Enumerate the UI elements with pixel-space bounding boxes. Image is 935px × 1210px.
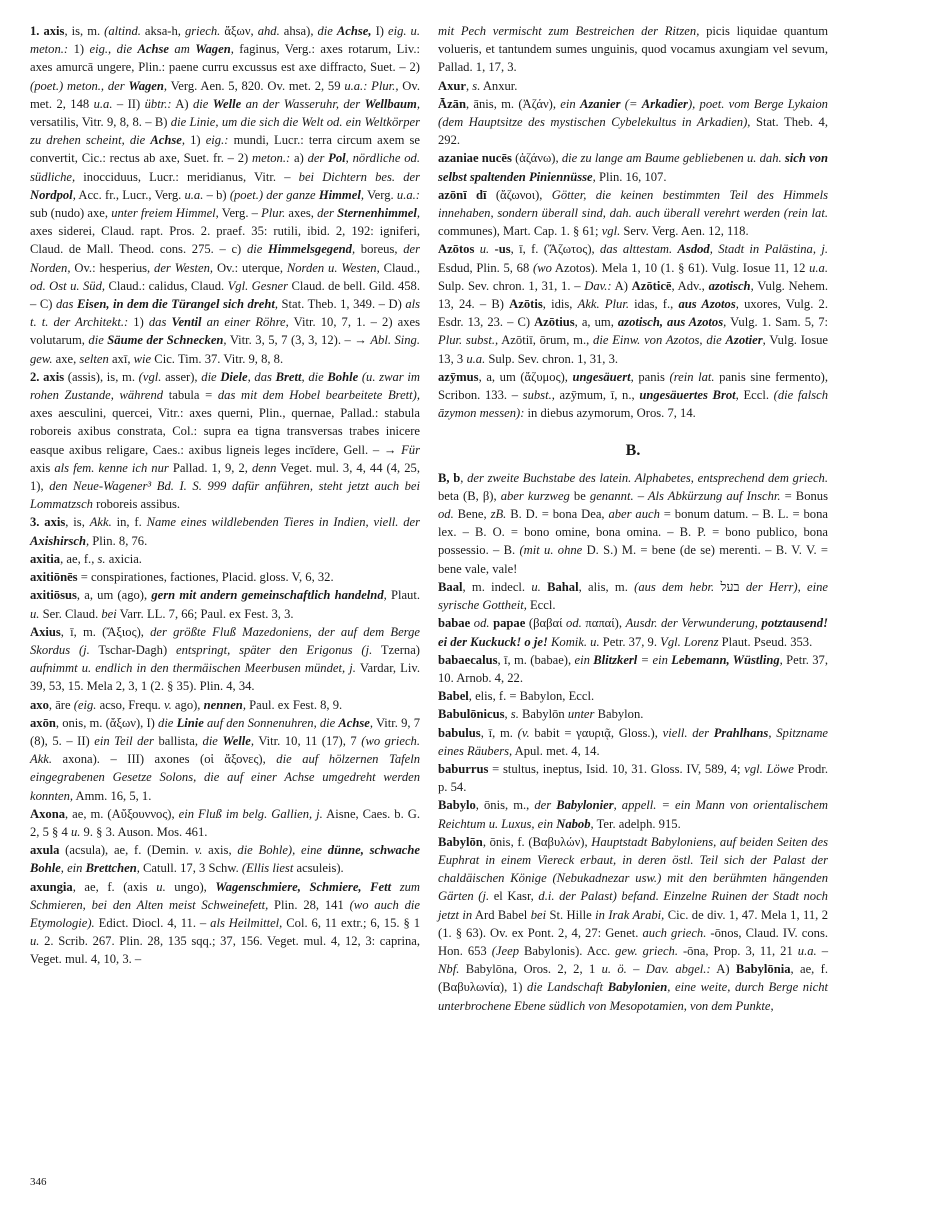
dictionary-entry: Azōtos u. -us, ī, f. (Ἄζωτος), das alttestam. Asdod, Stadt in Palästina, j. Esdud, Plin. 5, 68 (wo Azotos). Mela 1, 10 (1. § 61). Vulg. Iosue 11, 12 u.a. Sulp. Sev. chron. 1, 31, 1. – Dav.: A) Azōticē, Adv., azotisch, Vulg. Nehem. 13, 24. – B) Azōtis, idis, Akk. Plur. idas, f., aus Azotos, uxores, Vulg. 2. Esdr. 13, 23. – C) Azōtius, a, um, azotisch, aus Azotos, Vulg. 1. Sam. 5, 7: Plur. subst., Azōtiī, ōrum, m., die Einw. von Azotos, die Azotier, Vulg. Iosue 13, 3 u.a. Sulp. Sev. chron. 1, 31, 3. — [438, 242, 829, 366]
dictionary-page — [30, 22, 905, 1172]
right-column — [438, 22, 828, 1015]
dictionary-entry: azōnī dī (ἄζωνοι), Götter, die keinen bestimmten Teil des Himmels innehaben, sondern überall sind, dah. auch überall verehrt werden (rein lat. communes), Mart. Cap. 1. § 61; vgl. Serv. Verg. Aen. 12, 118. — [438, 187, 828, 239]
dictionary-entry: axo, āre (eig. acso, Frequ. v. ago), nennen, Paul. ex Fest. 8, 9. — [30, 697, 343, 712]
dictionary-entry: azȳmus, a, um (ἄζυμος), ungesäuert, panis (rein lat. panis sine fermento), Scribon. 133. – subst., azȳmum, ī, n., ungesäuertes Brot, Eccl. (die falsch āzymon messen): in diebus azymorum, Oros. 7, 14. — [438, 369, 829, 421]
dictionary-entry: Babel, elis, f. = Babylon, Eccl. — [438, 689, 595, 704]
dictionary-entry: axōn, onis, m. (ἄξων), I) die Linie auf den Sonnenuhren, die Achse, Vitr. 9, 7 (8), 5. – II) ein Teil der ballista, die Welle, Vitr. 10, 11 (17), 7 (wo griech. Akk. axona). – III) axones (οἱ ἄξονες), die auf hölzernen Tafeln eingegrabenen Gesetze Solons, die auf einer Achse umgedreht werden konnten, Amm. 16, 5, 1. — [30, 715, 420, 803]
dictionary-entry: axitiōsus, a, um (ago), gern mit andern gemeinschaftlich handelnd, Plaut. u. Ser. Claud. bei Varr. LL. 7, 66; Paul. ex Fest. 3, 3. — [30, 588, 421, 621]
dictionary-entry: 1. axis, is, m. (altind. aksa-h, griech. ἄξων, ahd. ahsa), die Achse, I) eig. u. meton.: 1) eig., die Achse am Wagen, faginus, Verg.: axes rotarum, Liv.: axes amurcā ungere, Plin.: paene curru excussus est axe diffracto, Suet. – 2) (poet.) meton., der Wagen, Verg. Aen. 5, 820. Ov. met. 2, 59 u.a.: Plur., Ov. met. 2, 148 u.a. – II) übtr.: A) die Welle an der Wasseruhr, der Wellbaum, versatilis, Vitr. 9, 8, 8. – B) die Linie, um die sich die Welt od. ein Weltkörper zu drehen scheint, die Achse, 1) eig.: mundi, Lucr.: terra circum axem se convertit, Cic.: rectus ab axe, Suet. fr. – 2) meton.: a) der Pol, nördliche od. südliche, inocciduus, Lucr.: meridianus, Vitr. – bei Dichtern bes. der Nordpol, Acc. fr., Lucr., Verg. u.a. – b) (poet.) der ganze Himmel, Verg. u.a.: sub (nudo) axe, unter freiem Himmel, Verg. – Plur. axes, der Sternenhimmel, axes siderei, Claud. rapt. Pros. 2. praef. 35: rutili, ibid. 2, 192: igniferi, Claud. de Mall. Theod. cons. 275. – c) die Himmelsgegend, boreus, der Norden, Ov.: hesperius, der Westen, Ov.: uterque, Norden u. Westen, Claud., od. Ost u. Süd, Claud.: calidus, Claud. Vgl. Gesner Claud. de bell. Gild. 458. – C) das Eisen, in dem die Türangel sich dreht, Stat. Theb. 1, 349. – D) als t. t. der Architekt.: 1) das Ventil an einer Röhre, Vitr. 10, 7, 1. – 2) axes volutarum, die Säume der Schnecken, Vitr. 3, 5, 7 (3, 3, 12). – → Abl. Sing. gew. axe, selten axī, wie Cic. Tim. 37. Vitr. 9, 8, 8. — [30, 24, 421, 366]
dictionary-entry: babulus, ī, m. (v. babit = γαυριᾷ, Gloss.), viell. der Prahlhans, Spitzname eines Räubers, Apul. met. 4, 14. — [438, 725, 828, 758]
dictionary-entry: azaniae nucēs (ἀζάνω), die zu lange am Baume gebliebenen u. dah. sich von selbst spaltenden Piniennüsse, Plin. 16, 107. — [438, 151, 828, 184]
dictionary-entry: 2. axis (assis), is, m. (vgl. asser), die Diele, das Brett, die Bohle (u. zwar im rohen Zustande, während tabula = das mit dem Hobel bearbeitete Brett), axes aesculini, quercei, Vitr.: axes querni, Plin., quernae, Pallad.: stabula roboreis axibus constrata, Col.: supra ea tigna transversas trabes inicere easque axibus religare, Caes.: axibus ligneis leges incīdere, Gell. – → Für axis als fem. kenne ich nur Pallad. 1, 9, 2, denn Veget. mul. 3, 4, 44 (4, 25, 1), den Neue-Wagener³ Bd. I. S. 999 dafür anführen, steht jetzt auch bei Lommatzsch roboreis assibus. — [30, 369, 421, 512]
dictionary-entry: babaecalus, ī, m. (babae), ein Blitzkerl = ein Lebemann, Wüstling, Petr. 37, 10. Arnob. 4, 22. — [438, 652, 828, 685]
dictionary-entry: Babylo, ōnis, m., der Babylonier, appell. = ein Mann von orientalischem Reichtum u. Luxus, ein Nabob, Ter. adelph. 915. — [438, 798, 829, 831]
dictionary-entry: axitia, ae, f., s. axicia. — [30, 551, 142, 566]
dictionary-entry: Babylōn, ōnis, f. (Βαβυλών), Hauptstadt Babyloniens, auf beiden Seiten des Euphrat in einem Viereck erbaut, in deren östl. Teil sich der Palast der chaldäischen Könige (Nebukadnezar usw.) mit den berühmten hängenden Gärten (j. el Kasr, d.i. der Palast) befand. Einzelne Ruinen der Stadt noch jetzt in Ard Babel bei St. Hille in Irak Arabi, Cic. de div. 1, 47. Mela 1, 11, 2 (1. § 63). Ov. ex Pont. 2, 4, 27: Genet. auch griech. -ōnos, Claud. IV. cons. Hon. 653 (Jeep Babylonis). Acc. gew. griech. -ōna, Prop. 3, 11, 21 u.a. – Nbf. Babylōna, Oros. 2, 2, 1 u. ö. – Dav. abgel.: A) Babylōnia, ae, f. (Βαβυλωνία), 1) die Landschaft Babylonien, eine weite, durch Berge nicht unterbrochene Ebene südlich von Mesopotamien, von dem Punkte, — [438, 834, 829, 1013]
left-column — [30, 22, 420, 969]
dictionary-entry: B, b, der zweite Buchstabe des latein. Alphabetes, entsprechend dem griech. beta (Β, β), aber kurzweg be genannt. – Als Abkürzung auf Inschr. = Bonus od. Bene, zB. B. D. = bona Dea, aber auch = bonum datum. – B. L. = bona lex. – B. O. = bono omine, bona omina. – B. P. = bono publico, bona possessio. – B. (mit u. ohne D. S.) M. = bene (de se) merenti. – B. V. V. = bene vale, vale! — [438, 470, 829, 576]
dictionary-entry: Axur, s. Anxur. — [438, 78, 518, 93]
dictionary-entry: Axona, ae, m. (Αὔξουννος), ein Fluß im belg. Gallien, j. Aisne, Caes. b. G. 2, 5 § 4 u. 9. § 3. Auson. Mos. 461. — [30, 806, 421, 839]
dictionary-entry: babae od. papae (βαβαί od. παπαί), Ausdr. der Verwunderung, potztausend! ei der Kuckuck! o je! Komik. u. Petr. 37, 9. Vgl. Lorenz Plaut. Pseud. 353. — [438, 616, 829, 649]
dictionary-entry: axungia, ae, f. (axis u. ungo), Wagenschmiere, Schmiere, Fett zum Schmieren, bei den Alten meist Schweinefett, Plin. 28, 141 (wo auch die Etymologie). Edict. Diocl. 4, 11. – als Heilmittel, Col. 6, 11 extr.; 6, 15. § 1 u. 2. Scrib. 267. Plin. 28, 135 sqq.; 37, 156. Veget. mul. 4, 12, 3: caprina, Veget. mul. 4, 10, 3. – — [30, 879, 420, 967]
dictionary-entry: baburrus = stultus, ineptus, Isid. 10, 31. Gloss. IV, 589, 4; vgl. Löwe Prodr. p. 54. — [438, 761, 828, 795]
right-column-entries-b — [438, 469, 828, 1015]
dictionary-entry: Babulōnicus, s. Babylōn unter Babylon. — [438, 707, 644, 722]
dictionary-entry: Āzān, ānis, m. (Ἀζάν), ein Azanier (= Arkadier), poet. vom Berge Lykaion (dem Hauptsitze des mystischen Cybelekultus in Arkadien), Stat. Theb. 4, 292. — [438, 96, 829, 148]
dictionary-entry: mit Pech vermischt zum Bestreichen der Ritzen, picis liquidae quantum volueris, et tantundem sumes unguinis, quod vocamus axungiam vel sevum, Pallad. 1, 17, 3. — [438, 24, 828, 75]
dictionary-entry: axula (acsula), ae, f. (Demin. v. axis, die Bohle), eine dünne, schwache Bohle, ein Brettchen, Catull. 17, 3 Schw. (Ellis liest acsuleis). — [30, 843, 420, 876]
dictionary-entry: Axius, ī, m. (Ἄξιος), der größte Fluß Mazedoniens, der auf dem Berge Skordus (j. Tschar-Dagh) entspringt, später den Erigonus (j. Tzerna) aufnimmt u. endlich in den thermäischen Meerbusen mündet, j. Vardar, Liv. 39, 53, 15. Mela 2, 3, 1 (2. § 35). Plin. 4, 34. — [30, 624, 420, 694]
dictionary-entry: Baal, m. indecl. u. Bahal, alis, m. (aus dem hebr. בעל der Herr), eine syrische Gottheit, Eccl. — [438, 579, 828, 613]
right-column-entries-a — [438, 22, 828, 422]
dictionary-entry: axitiōnēs = conspirationes, factiones, Placid. gloss. V, 6, 32. — [30, 570, 334, 585]
page-number: 346 — [30, 1176, 47, 1188]
section-heading-b: B. — [625, 442, 641, 460]
dictionary-entry: 3. axis, is, Akk. in, f. Name eines wildlebenden Tieres in Indien, viell. der Axishirsch, Plin. 8, 76. — [30, 515, 420, 548]
